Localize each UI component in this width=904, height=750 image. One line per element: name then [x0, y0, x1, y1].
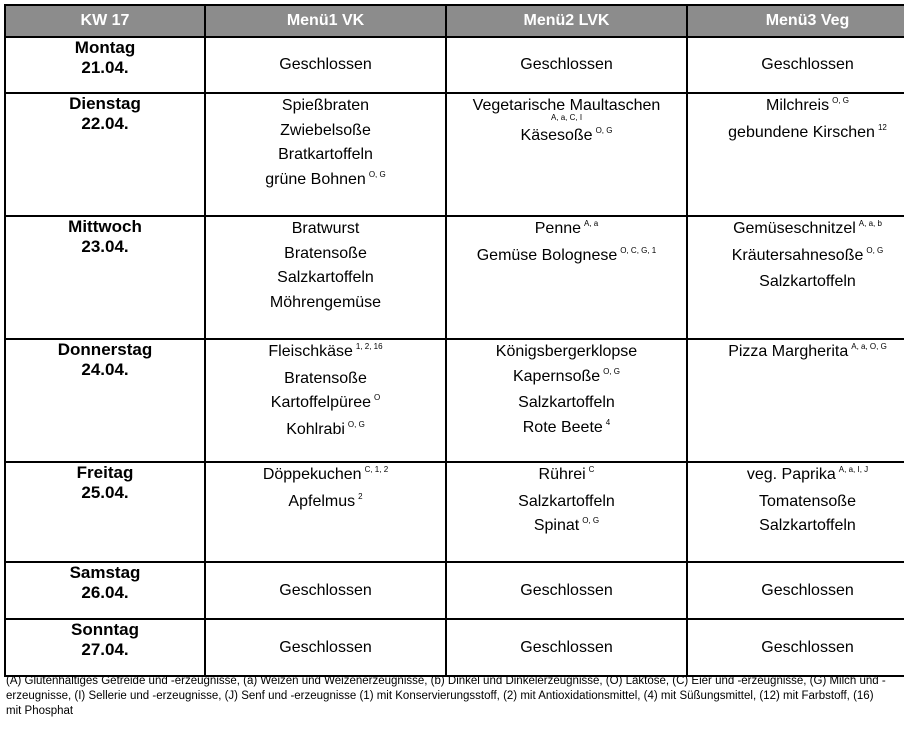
dish-item: Spinat $^{O, G}$ [533, 516, 600, 534]
day-name: Samstag [69, 563, 141, 582]
menu3-cell: Geschlossen [687, 562, 904, 619]
menu2-cell [446, 216, 687, 339]
dish-item: Bratensoße [284, 369, 367, 387]
menu1-cell [205, 93, 446, 216]
day-date: 22.04. [81, 114, 129, 133]
day-date: 25.04. [81, 483, 129, 502]
dish-item: Kartoffelpüree $^O$ [270, 393, 381, 411]
allergen-code: O, G [582, 516, 600, 525]
dish-item: Kapernsoße $^{O, G}$ [512, 366, 621, 385]
day-cell [5, 339, 205, 462]
row-mittwoch [5, 216, 904, 339]
dish-item: Spießbraten [281, 97, 370, 114]
dish-item: Salzkartoffeln [759, 273, 856, 290]
menu2-cell: Geschlossen [446, 619, 687, 676]
allergen-code: O, G [595, 125, 613, 135]
allergen-code: 12 [877, 122, 887, 132]
menu3-header: Menü3 Veg [687, 5, 904, 37]
day-date: 23.04. [81, 237, 129, 256]
dish-item: Vegetarische Maultaschen [472, 97, 661, 114]
menu3-cell [687, 339, 904, 462]
dish-item: Zwiebelsoße [280, 121, 371, 139]
menu1-cell [205, 339, 446, 462]
allergen-code: O, G [603, 366, 621, 376]
dish-item: grüne Bohnen $^{O, G}$ [265, 169, 386, 188]
dish-item: Kräutersahnesoße $^{O, G}$ [731, 245, 884, 264]
dish-item: Rührei $^C$ [538, 465, 595, 483]
dish-item: Döppekuchen $^{C, 1, 2}$ [262, 465, 389, 483]
day-name: Montag [74, 38, 136, 57]
row-montag [5, 37, 904, 93]
menu1-header: Menü1 VK [205, 5, 446, 37]
menu3-cell [687, 462, 904, 562]
allergen-code: A, a, b [858, 219, 882, 228]
allergen-code: A, a, C, I [550, 112, 583, 122]
menu1-cell: Geschlossen [205, 619, 446, 676]
allergen-code: O, G [866, 245, 884, 255]
dish-item: Salzkartoffeln [759, 517, 856, 534]
day-date: 27.04. [81, 640, 129, 659]
dish-item: veg. Paprika $^{A, a, I, J}$ [746, 465, 869, 483]
menu3-cell: Geschlossen [687, 37, 904, 93]
day-date: 21.04. [81, 58, 129, 77]
allergen-code: O, G [368, 169, 386, 179]
day-name: Dienstag [69, 94, 141, 113]
allergen-code: A, a, O, G [851, 342, 887, 351]
allergen-legend: (A) Glutenhaltiges Getreide und -erzeugnisse, (a) Weizen und Weizenerzeugnisse, (b) Dinkel und Dinkelerzeugnisse, (O) Laktose, (C) Eier und -erzeugnisse, (G) Milch und -erzeugnisse, (I) Sellerie und -erzeugnisse, (J) Senf und -erzeugnisse (1) mit Konservierungsstoff, (2) mit Antioxidationsmittel, (4) mit Süßungsmittel, (12) mit Farbstoff, (16) mit Phosphat [6, 675, 886, 717]
dish-item: Apfelmus $^2$ [288, 491, 363, 510]
row-sonntag [5, 619, 904, 676]
menu3-cell [687, 216, 904, 339]
day-date: 26.04. [81, 583, 129, 602]
dish-item: Penne $^{A, a}$ [534, 219, 599, 237]
dish-item: Gemüseschnitzel $^{A, a, b}$ [733, 219, 882, 237]
week-header: KW 17 [5, 5, 205, 37]
menu2-cell [446, 339, 687, 462]
dish-item: Milchreis $^{O, G}$ [765, 96, 849, 114]
dish-item: Möhrengemüse [269, 293, 382, 311]
allergen-code: A, a, I, J [838, 465, 869, 474]
dish-item: gebundene Kirschen $^{12}$ [728, 122, 887, 141]
day-cell [5, 93, 205, 216]
dish-item: Käsesoße $^{O, G}$ [520, 125, 613, 144]
dish-item: Bratensoße [284, 244, 367, 262]
day-name: Freitag [76, 463, 134, 482]
day-cell [5, 37, 205, 93]
header-row [5, 5, 904, 37]
dish-item: Kohlrabi $^{O, G}$ [286, 419, 365, 438]
day-date: 24.04. [81, 360, 129, 379]
dish-item: Tomatensoße [759, 492, 856, 510]
allergen-code: O [373, 393, 381, 402]
dish-item: Bratkartoffeln [278, 146, 373, 163]
allergen-code: 1, 2, 16 [355, 342, 383, 351]
allergen-code: C, 1, 2 [364, 465, 389, 474]
menu2-cell: Geschlossen [446, 37, 687, 93]
row-freitag [5, 462, 904, 562]
dish-item: Salzkartoffeln [518, 394, 615, 411]
menu1-cell: Geschlossen [205, 37, 446, 93]
menu3-cell [687, 93, 904, 216]
allergen-code: O, G [347, 419, 365, 429]
row-dienstag [5, 93, 904, 216]
dish-item: Fleischkäse $^{1, 2, 16}$ [268, 342, 383, 360]
allergen-code: 2 [358, 491, 363, 501]
dish-item: Bratwurst [291, 220, 360, 237]
menu-table [4, 4, 904, 677]
menu1-cell: Geschlossen [205, 562, 446, 619]
day-name: Sonntag [71, 620, 139, 639]
dish-item: Salzkartoffeln [518, 492, 615, 510]
menu3-cell: Geschlossen [687, 619, 904, 676]
allergen-code: 4 [605, 417, 611, 427]
day-cell [5, 216, 205, 339]
menu2-cell: Geschlossen [446, 562, 687, 619]
day-name: Donnerstag [57, 340, 153, 359]
day-name: Mittwoch [68, 217, 142, 236]
dish-item: Pizza Margherita $^{A, a, O, G}$ [728, 342, 887, 360]
day-cell [5, 462, 205, 562]
menu1-cell [205, 462, 446, 562]
allergen-code: O, C, G, 1 [620, 245, 657, 255]
dish-item: Gemüse Bolognese $^{O, C, G, 1}$ [476, 245, 657, 264]
row-samstag [5, 562, 904, 619]
dish-item: Salzkartoffeln [277, 269, 374, 286]
day-cell [5, 562, 205, 619]
menu1-cell [205, 216, 446, 339]
menu2-cell [446, 462, 687, 562]
allergen-code: A, a [584, 219, 599, 228]
row-donnerstag [5, 339, 904, 462]
dish-item: Königsbergerklopse [495, 343, 638, 360]
dish-item: Rote Beete $^4$ [522, 417, 611, 436]
day-cell [5, 619, 205, 676]
allergen-code: O, G [832, 96, 849, 105]
menu2-cell [446, 93, 687, 216]
allergen-code: C [588, 465, 595, 474]
menu2-header: Menü2 LVK [446, 5, 687, 37]
